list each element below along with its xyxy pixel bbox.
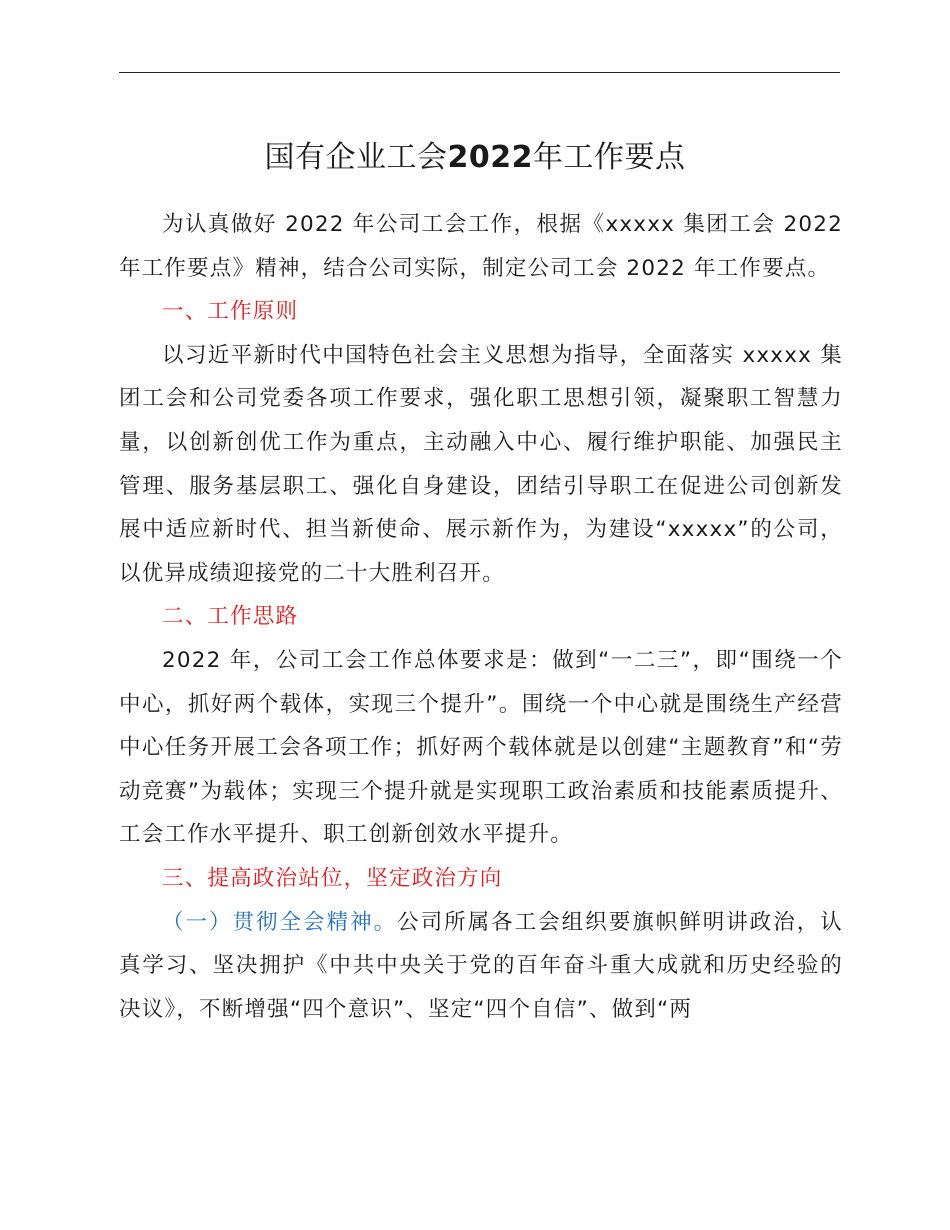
intro-paragraph: 为认真做好 2022 年公司工会工作，根据《xxxxx 集团工会 2022 年工作要点》精神，结合公司实际，制定公司工会 2022 年工作要点。: [119, 212, 843, 281]
subsection-heading-plenary: （一）贯彻全会精神。: [162, 909, 398, 935]
approach-paragraph: 2022 年，公司工会工作总体要求是：做到“一二三”，即“围绕一个中心，抓好两个载体，实现三个提升”。围绕一个中心就是围绕生产经营中心任务开展工会各项工作；抓好两个载体就是以创建“主题教育”和“劳动竞赛”为载体；实现三个提升就是实现职工政治素质和技能素质提升、工会工作水平提升、职工创新创效水平提升。: [119, 647, 843, 848]
title-year: 2022: [447, 140, 533, 175]
title-suffix: 年工作要点: [533, 140, 686, 175]
header-rule: [119, 72, 840, 73]
section-heading-principles: 一、工作原则: [162, 299, 299, 325]
document-body: [119, 203, 843, 1031]
section-heading-approach: 二、工作思路: [162, 604, 299, 630]
plenary-text: 公司所属各工会组织要旗帜鲜明讲政治，认真学习、坚决拥护《中共中央关于党的百年奋斗重大成就和历史经验的决议》，不断增强“四个意识”、坚定“四个自信”、做到“两: [119, 909, 843, 1022]
principles-paragraph: 以习近平新时代中国特色社会主义思想为指导，全面落实 xxxxx 集团工会和公司党委各项工作要求，强化职工思想引领，凝聚职工智慧力量，以创新创优工作为重点，主动融入中心、履行维护职能、加强民主管理、服务基层职工、强化自身建设，团结引导职工在促进公司创新发展中适应新时代、担当新使命、展示新作为，为建设“xxxxx”的公司，以优异成绩迎接党的二十大胜利召开。: [119, 342, 843, 586]
section-heading-political: 三、提高政治站位，坚定政治方向: [162, 865, 503, 891]
title-prefix: 国有企业工会: [264, 140, 448, 175]
political-paragraph: [119, 901, 843, 1032]
document-title: [0, 136, 950, 180]
